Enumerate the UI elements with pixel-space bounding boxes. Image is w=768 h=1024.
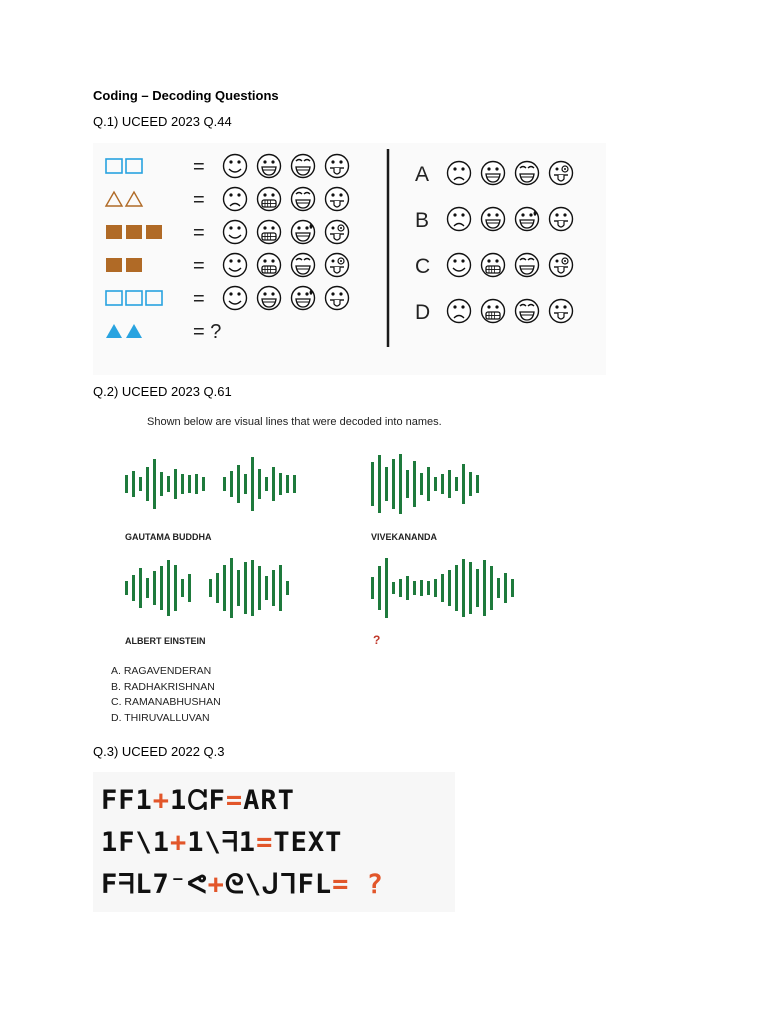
wave-bar xyxy=(223,477,226,491)
wave-bar xyxy=(195,474,198,494)
wave-bar xyxy=(448,570,451,606)
q2-option-b: B. RADHAKRISHNAN xyxy=(111,680,215,693)
emoji-squint-icon xyxy=(292,254,315,277)
wave-bar xyxy=(504,573,507,603)
coded-equation-1 xyxy=(101,780,384,822)
q2-waveforms xyxy=(93,448,606,688)
emoji-teeth-icon xyxy=(258,254,281,277)
equals-sign: = xyxy=(193,189,205,211)
equals-sign: = xyxy=(193,288,205,310)
wave-bar xyxy=(251,457,254,511)
blue-square-outline-shape xyxy=(126,159,142,173)
wave-bar xyxy=(125,475,128,493)
wave-bar xyxy=(153,459,156,509)
wave-bar xyxy=(427,467,430,501)
coded-word: FᖷL7⁻ᕙ xyxy=(101,869,208,900)
wave-bar xyxy=(230,471,233,497)
question-1-heading: Q.1) UCEED 2023 Q.44 xyxy=(93,114,232,129)
wave-bar xyxy=(146,578,149,598)
wave-bar xyxy=(251,560,254,616)
emoji-sad-icon xyxy=(448,162,471,185)
wave-bar xyxy=(174,565,177,611)
wave-bar xyxy=(237,570,240,606)
wave-bar xyxy=(455,565,458,611)
emoji-grin-icon xyxy=(482,208,505,231)
blue-triangle-shape xyxy=(126,324,142,338)
wave-bar xyxy=(483,560,486,616)
emoji-squint-icon xyxy=(516,254,539,277)
wave-bar xyxy=(385,467,388,501)
wave-bar xyxy=(167,476,170,492)
wave-bar xyxy=(469,472,472,496)
emoji-sweat-icon xyxy=(292,287,315,310)
wave-bar xyxy=(427,581,430,595)
question-2-heading: Q.2) UCEED 2023 Q.61 xyxy=(93,384,232,399)
wave-bar xyxy=(413,461,416,507)
wave-bar xyxy=(413,581,416,595)
operator-symbol: + xyxy=(207,869,225,900)
q2-options xyxy=(111,664,221,726)
brown-square-shape xyxy=(106,225,122,239)
coded-word: ᘓ\ᒍᒣFL xyxy=(224,869,333,900)
blue-square-outline-shape xyxy=(106,291,122,305)
blue-square-outline-shape xyxy=(126,291,142,305)
wave-bar xyxy=(258,566,261,610)
wave-bar xyxy=(258,469,261,499)
q2-option-d: D. THIRUVALLUVAN xyxy=(111,711,210,724)
emoji-sweat-icon xyxy=(292,221,315,244)
brown-square-shape xyxy=(106,258,122,272)
wave-bar xyxy=(181,474,184,494)
brown-square-shape xyxy=(126,225,142,239)
emoji-sweat-icon xyxy=(516,208,539,231)
wave-bar xyxy=(237,465,240,503)
wave-bar xyxy=(469,562,472,614)
wave-bar xyxy=(392,582,395,594)
coded-word: ART xyxy=(243,785,295,816)
coded-word: TEXT xyxy=(273,827,343,858)
wave-bar xyxy=(160,566,163,610)
wave-bar xyxy=(139,477,142,491)
emoji-sad-icon xyxy=(448,300,471,323)
wave-bar xyxy=(392,459,395,509)
wave-bar xyxy=(223,565,226,611)
coded-word: FF1 xyxy=(101,785,153,816)
wave-bar xyxy=(497,578,500,598)
emoji-tongue-icon xyxy=(326,188,349,211)
brown-square-shape xyxy=(146,225,162,239)
wave-bar xyxy=(371,462,374,506)
wave-bar xyxy=(272,467,275,501)
wave-bar xyxy=(125,581,128,595)
operator-symbol: + xyxy=(170,827,188,858)
equals-sign: = xyxy=(193,156,205,178)
emoji-tongue-icon xyxy=(550,300,573,323)
wave-bar xyxy=(216,573,219,603)
wave-bar xyxy=(202,477,205,491)
wave-label: GAUTAMA BUDDHA xyxy=(125,532,212,542)
q1-option-label: B xyxy=(415,209,430,232)
wave-bar xyxy=(462,559,465,617)
coded-word: 1ᘳF xyxy=(170,785,226,816)
emoji-teeth-icon xyxy=(258,221,281,244)
wave-bar xyxy=(279,565,282,611)
wave-bar xyxy=(434,477,437,491)
wave-bar xyxy=(139,568,142,608)
q1-option-label: D xyxy=(415,301,431,324)
q1-option-label: A xyxy=(415,163,430,186)
q2-intro: Shown below are visual lines that were decoded into names. xyxy=(147,416,442,428)
wave-bar xyxy=(279,473,282,495)
wave-bar xyxy=(132,575,135,601)
equals-sign: = xyxy=(193,255,205,277)
emoji-smile-icon xyxy=(224,155,247,178)
wave-bar xyxy=(378,566,381,610)
blue-square-outline-shape xyxy=(106,159,122,173)
wave-bar xyxy=(188,574,191,602)
wave-bar xyxy=(406,470,409,498)
wave-bar xyxy=(174,469,177,499)
emoji-squint-icon xyxy=(292,155,315,178)
wave-bar xyxy=(420,580,423,596)
q1-figure-canvas xyxy=(93,143,606,375)
wave-bar xyxy=(511,579,514,597)
wave-bar xyxy=(160,472,163,496)
coded-equation-3 xyxy=(101,864,384,906)
emoji-teeth-icon xyxy=(258,188,281,211)
wave-bar xyxy=(286,581,289,595)
q1-figure xyxy=(93,143,606,375)
blue-triangle-shape xyxy=(106,324,122,338)
wave-bar xyxy=(209,579,212,597)
operator-symbol: + xyxy=(152,785,171,816)
wave-bar xyxy=(265,477,268,491)
wave-bar xyxy=(244,474,247,494)
emoji-teeth-icon xyxy=(482,254,505,277)
wave-bar xyxy=(188,475,191,493)
q3-figure xyxy=(93,772,455,912)
wave-bar xyxy=(286,475,289,493)
wave-bar xyxy=(476,569,479,607)
wave-bar xyxy=(153,571,156,605)
wave-bar xyxy=(406,576,409,600)
emoji-smile-icon xyxy=(224,254,247,277)
wave-bar xyxy=(434,579,437,597)
wave-bar xyxy=(181,579,184,597)
brown-triangle-outline-shape xyxy=(126,192,142,206)
coded-word: 1\ᖷ1 xyxy=(187,827,257,858)
wave-label: ? xyxy=(373,633,381,647)
emoji-sad-icon xyxy=(224,188,247,211)
emoji-wink-icon xyxy=(550,254,573,277)
emoji-tongue-icon xyxy=(326,155,349,178)
emoji-squint-icon xyxy=(516,162,539,185)
q2-option-a: A. RAGAVENDERAN xyxy=(111,665,212,677)
emoji-squint-icon xyxy=(292,188,315,211)
wave-bar xyxy=(378,455,381,513)
wave-bar xyxy=(476,475,479,493)
wave-bar xyxy=(272,570,275,606)
brown-triangle-outline-shape xyxy=(106,192,122,206)
wave-bar xyxy=(399,579,402,597)
emoji-tongue-icon xyxy=(550,208,573,231)
wave-bar xyxy=(230,558,233,618)
emoji-wink-icon xyxy=(326,254,349,277)
operator-symbol: = xyxy=(256,827,274,858)
q2-option-c: C. RAMANABHUSHAN xyxy=(111,696,221,708)
wave-bar xyxy=(385,558,388,618)
equals-sign: = ? xyxy=(193,321,222,343)
emoji-grin-icon xyxy=(258,287,281,310)
page-title: Coding – Decoding Questions xyxy=(93,88,279,103)
wave-label: ALBERT EINSTEIN xyxy=(125,636,206,646)
emoji-squint-icon xyxy=(516,300,539,323)
wave-label: VIVEKANANDA xyxy=(371,532,438,542)
wave-bar xyxy=(167,560,170,616)
wave-bar xyxy=(490,566,493,610)
q2-figure xyxy=(93,408,606,730)
emoji-teeth-icon xyxy=(482,300,505,323)
emoji-smile-icon xyxy=(448,254,471,277)
wave-bar xyxy=(371,577,374,599)
emoji-tongue-icon xyxy=(326,287,349,310)
operator-symbol: = xyxy=(225,785,244,816)
wave-bar xyxy=(132,471,135,497)
emoji-grin-icon xyxy=(258,155,281,178)
brown-square-shape xyxy=(126,258,142,272)
emoji-sad-icon xyxy=(448,208,471,231)
wave-bar xyxy=(265,576,268,600)
question-3-heading: Q.3) UCEED 2022 Q.3 xyxy=(93,744,225,759)
coded-equation-2 xyxy=(101,822,384,864)
wave-bar xyxy=(244,562,247,614)
emoji-wink-icon xyxy=(550,162,573,185)
wave-bar xyxy=(441,574,444,602)
wave-bar xyxy=(448,470,451,498)
wave-bar xyxy=(462,464,465,504)
emoji-grin-icon xyxy=(482,162,505,185)
emoji-smile-icon xyxy=(224,221,247,244)
operator-symbol: = ? xyxy=(332,869,384,900)
wave-bar xyxy=(441,474,444,494)
emoji-wink-icon xyxy=(326,221,349,244)
wave-bar xyxy=(399,454,402,514)
wave-bar xyxy=(146,467,149,501)
wave-bar xyxy=(455,477,458,491)
wave-bar xyxy=(420,473,423,495)
blue-square-outline-shape xyxy=(146,291,162,305)
q1-option-label: C xyxy=(415,255,431,278)
coded-word: 1F\1 xyxy=(101,827,171,858)
equals-sign: = xyxy=(193,222,205,244)
wave-bar xyxy=(293,475,296,493)
emoji-smile-icon xyxy=(224,287,247,310)
